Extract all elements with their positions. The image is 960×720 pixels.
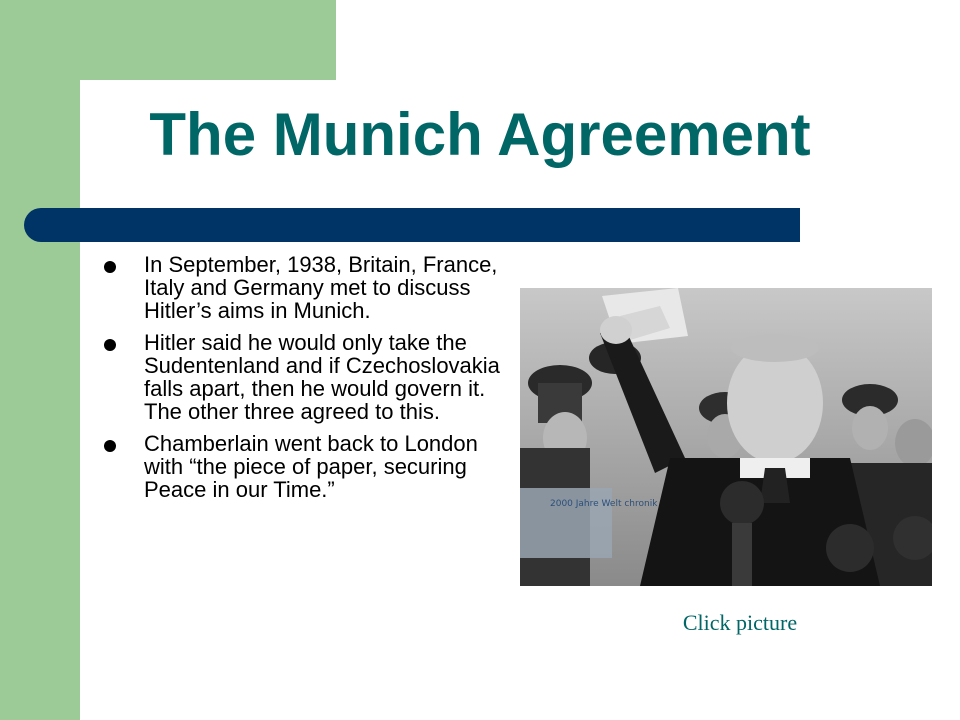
chamberlain-photo[interactable]: [520, 288, 932, 586]
bullet-item: [100, 432, 510, 501]
title-underline-bar: [24, 208, 800, 242]
bullet-list: [100, 253, 510, 510]
bullet-text: In September, 1938, Britain, France, Italy and Germany met to discuss Hitler’s aims in Munich.: [144, 252, 498, 323]
watermark-text: 2000 Jahre Welt chronik: [550, 499, 658, 509]
photo-illustration: [520, 288, 932, 586]
bullet-dot-icon: [104, 261, 116, 273]
slide-title: The Munich Agreement: [149, 101, 811, 168]
bullet-dot-icon: [104, 339, 116, 351]
bullet-dot-icon: [104, 440, 116, 452]
sidebar-green-strip: [0, 0, 80, 720]
bullet-text: Chamberlain went back to London with “the piece of paper, securing Peace in our Time.”: [144, 431, 478, 502]
bullet-item: [100, 253, 510, 322]
top-green-band: [80, 0, 336, 80]
click-picture-caption: Click picture: [682, 610, 798, 635]
bullet-item: [100, 331, 510, 423]
bullet-text: Hitler said he would only take the Sudentenland and if Czechoslovakia falls apart, then he would govern it. The other three agreed to this.: [144, 330, 500, 424]
